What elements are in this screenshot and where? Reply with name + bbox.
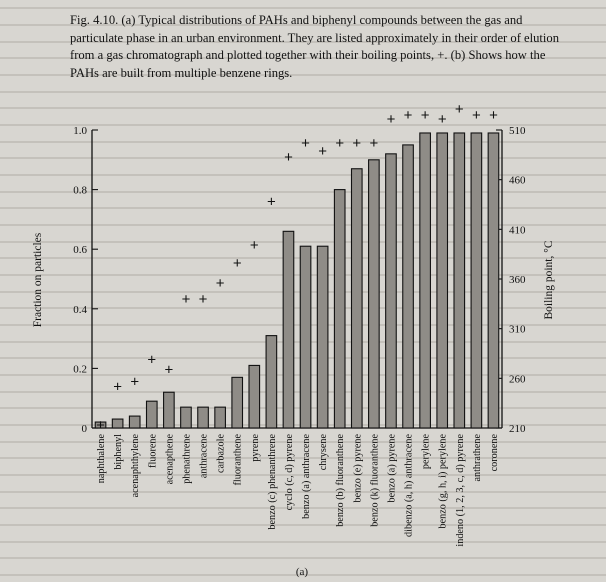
boiling-point-marker: +: [403, 107, 413, 125]
category-label: benzo (a) anthracene: [301, 434, 313, 519]
bar: [112, 419, 123, 428]
bar-series: [95, 133, 499, 428]
bar: [181, 407, 192, 428]
bar: [488, 133, 499, 428]
y-axis-label-right: Boiling point, °C: [543, 240, 555, 320]
y-tick-label-right: 360: [509, 274, 526, 286]
bar: [454, 133, 465, 428]
y-tick-label-right: 260: [509, 373, 526, 386]
boiling-point-marker: +: [249, 237, 259, 255]
boiling-point-marker: +: [420, 107, 430, 125]
boiling-point-marker: +: [335, 134, 345, 152]
boiling-point-marker: +: [232, 255, 242, 273]
category-label: naphthalene: [96, 434, 108, 484]
bar: [232, 377, 243, 428]
y-tick-label-left: 1.0: [73, 125, 87, 137]
category-label: benzo (c) phenanthrene: [266, 434, 278, 530]
boiling-point-marker: +: [198, 290, 208, 308]
category-label: phenathrene: [181, 434, 193, 484]
boiling-point-marker: +: [437, 111, 447, 129]
category-label: anthrathene: [471, 434, 483, 482]
bar: [317, 246, 328, 428]
bar: [249, 365, 260, 428]
category-label: cyclo (c, d) pyrene: [283, 434, 295, 511]
boiling-point-marker: +: [181, 290, 191, 308]
figure-caption: Fig. 4.10. (a) Typical distributions of PAHs and biphenyl compounds between the gas and particulate phase in an urban environment. They are listed approximately in their order of elution from a gas chromatograph and plotted together with their boiling points, +. (b) Shows how the PAHs are built from multiple benzene rings.: [70, 13, 560, 80]
bar: [129, 416, 140, 428]
bar: [266, 336, 277, 428]
boiling-point-marker: +: [284, 148, 293, 166]
category-label: fluoranthene: [232, 434, 244, 486]
category-label: benzo (k) fluoranthene: [369, 434, 381, 527]
category-label: perylene: [420, 434, 432, 470]
bar: [386, 154, 397, 428]
category-label: acenapthene: [164, 434, 176, 485]
boiling-point-marker: +: [386, 111, 396, 129]
boiling-point-marker: +: [164, 361, 174, 379]
bar: [420, 133, 431, 428]
figure-sublabel: (a): [295, 566, 309, 578]
category-label: fluorene: [147, 434, 159, 468]
category-label: dibenzo (a, h) anthracene: [403, 434, 415, 537]
category-label: acenaphthylene: [130, 434, 142, 498]
bar: [283, 231, 294, 428]
category-label: coronene: [488, 434, 500, 472]
category-label: benzo (b) fluoranthene: [335, 434, 347, 527]
bar: [369, 160, 380, 428]
bar: [215, 407, 226, 428]
y-tick-label-right: 510: [509, 125, 526, 137]
bar: [403, 145, 414, 428]
boiling-point-marker: +: [318, 142, 328, 160]
bar: [471, 133, 482, 428]
bar: [351, 169, 362, 428]
bar: [164, 392, 175, 428]
boiling-point-marker: +: [489, 107, 498, 125]
bar: [198, 407, 209, 428]
category-label: pyrene: [249, 434, 261, 462]
bar: [437, 133, 448, 428]
boiling-point-marker: +: [352, 134, 362, 152]
boiling-point-marker: +: [369, 134, 379, 152]
bar: [300, 246, 311, 428]
y-axis-label-left: Fraction on particles: [32, 232, 44, 328]
category-label: anthracene: [198, 434, 210, 479]
y-tick-label-right: 210: [509, 423, 526, 435]
category-label: biphenyl: [113, 434, 125, 470]
category-labels: [96, 434, 500, 547]
boiling-point-marker: +: [147, 351, 157, 369]
category-label: benzo (g, h, i) perylene: [437, 434, 449, 529]
category-label: benzo (e) pyrene: [352, 434, 364, 503]
boiling-point-marker: +: [471, 107, 481, 125]
boiling-point-marker: +: [215, 274, 225, 292]
boiling-point-marker: +: [113, 378, 123, 396]
category-label: chrysene: [318, 434, 330, 471]
bar: [334, 190, 345, 428]
y-tick-label-left: 0.4: [73, 303, 87, 316]
y-tick-label-right: 460: [509, 174, 526, 187]
category-label: indeno (1, 2, 3, c, d) pyrene: [454, 434, 466, 547]
boiling-point-marker: +: [266, 193, 276, 211]
boiling-point-marker: +: [130, 373, 140, 391]
bar: [146, 401, 157, 428]
y-tick-label-left: 0.6: [73, 244, 87, 257]
category-label: benzo (a) pyrene: [386, 434, 398, 503]
y-tick-label-right: 310: [509, 323, 526, 336]
boiling-point-marker: +: [301, 134, 310, 152]
boiling-point-marker: +: [96, 417, 105, 435]
boiling-point-marker: +: [454, 101, 464, 119]
category-label: carbazole: [215, 434, 227, 474]
y-tick-label-left: 0: [81, 423, 87, 435]
y-tick-label-right: 410: [509, 224, 526, 237]
y-tick-label-left: 0.8: [73, 184, 87, 197]
y-tick-label-left: 0.2: [73, 363, 87, 376]
